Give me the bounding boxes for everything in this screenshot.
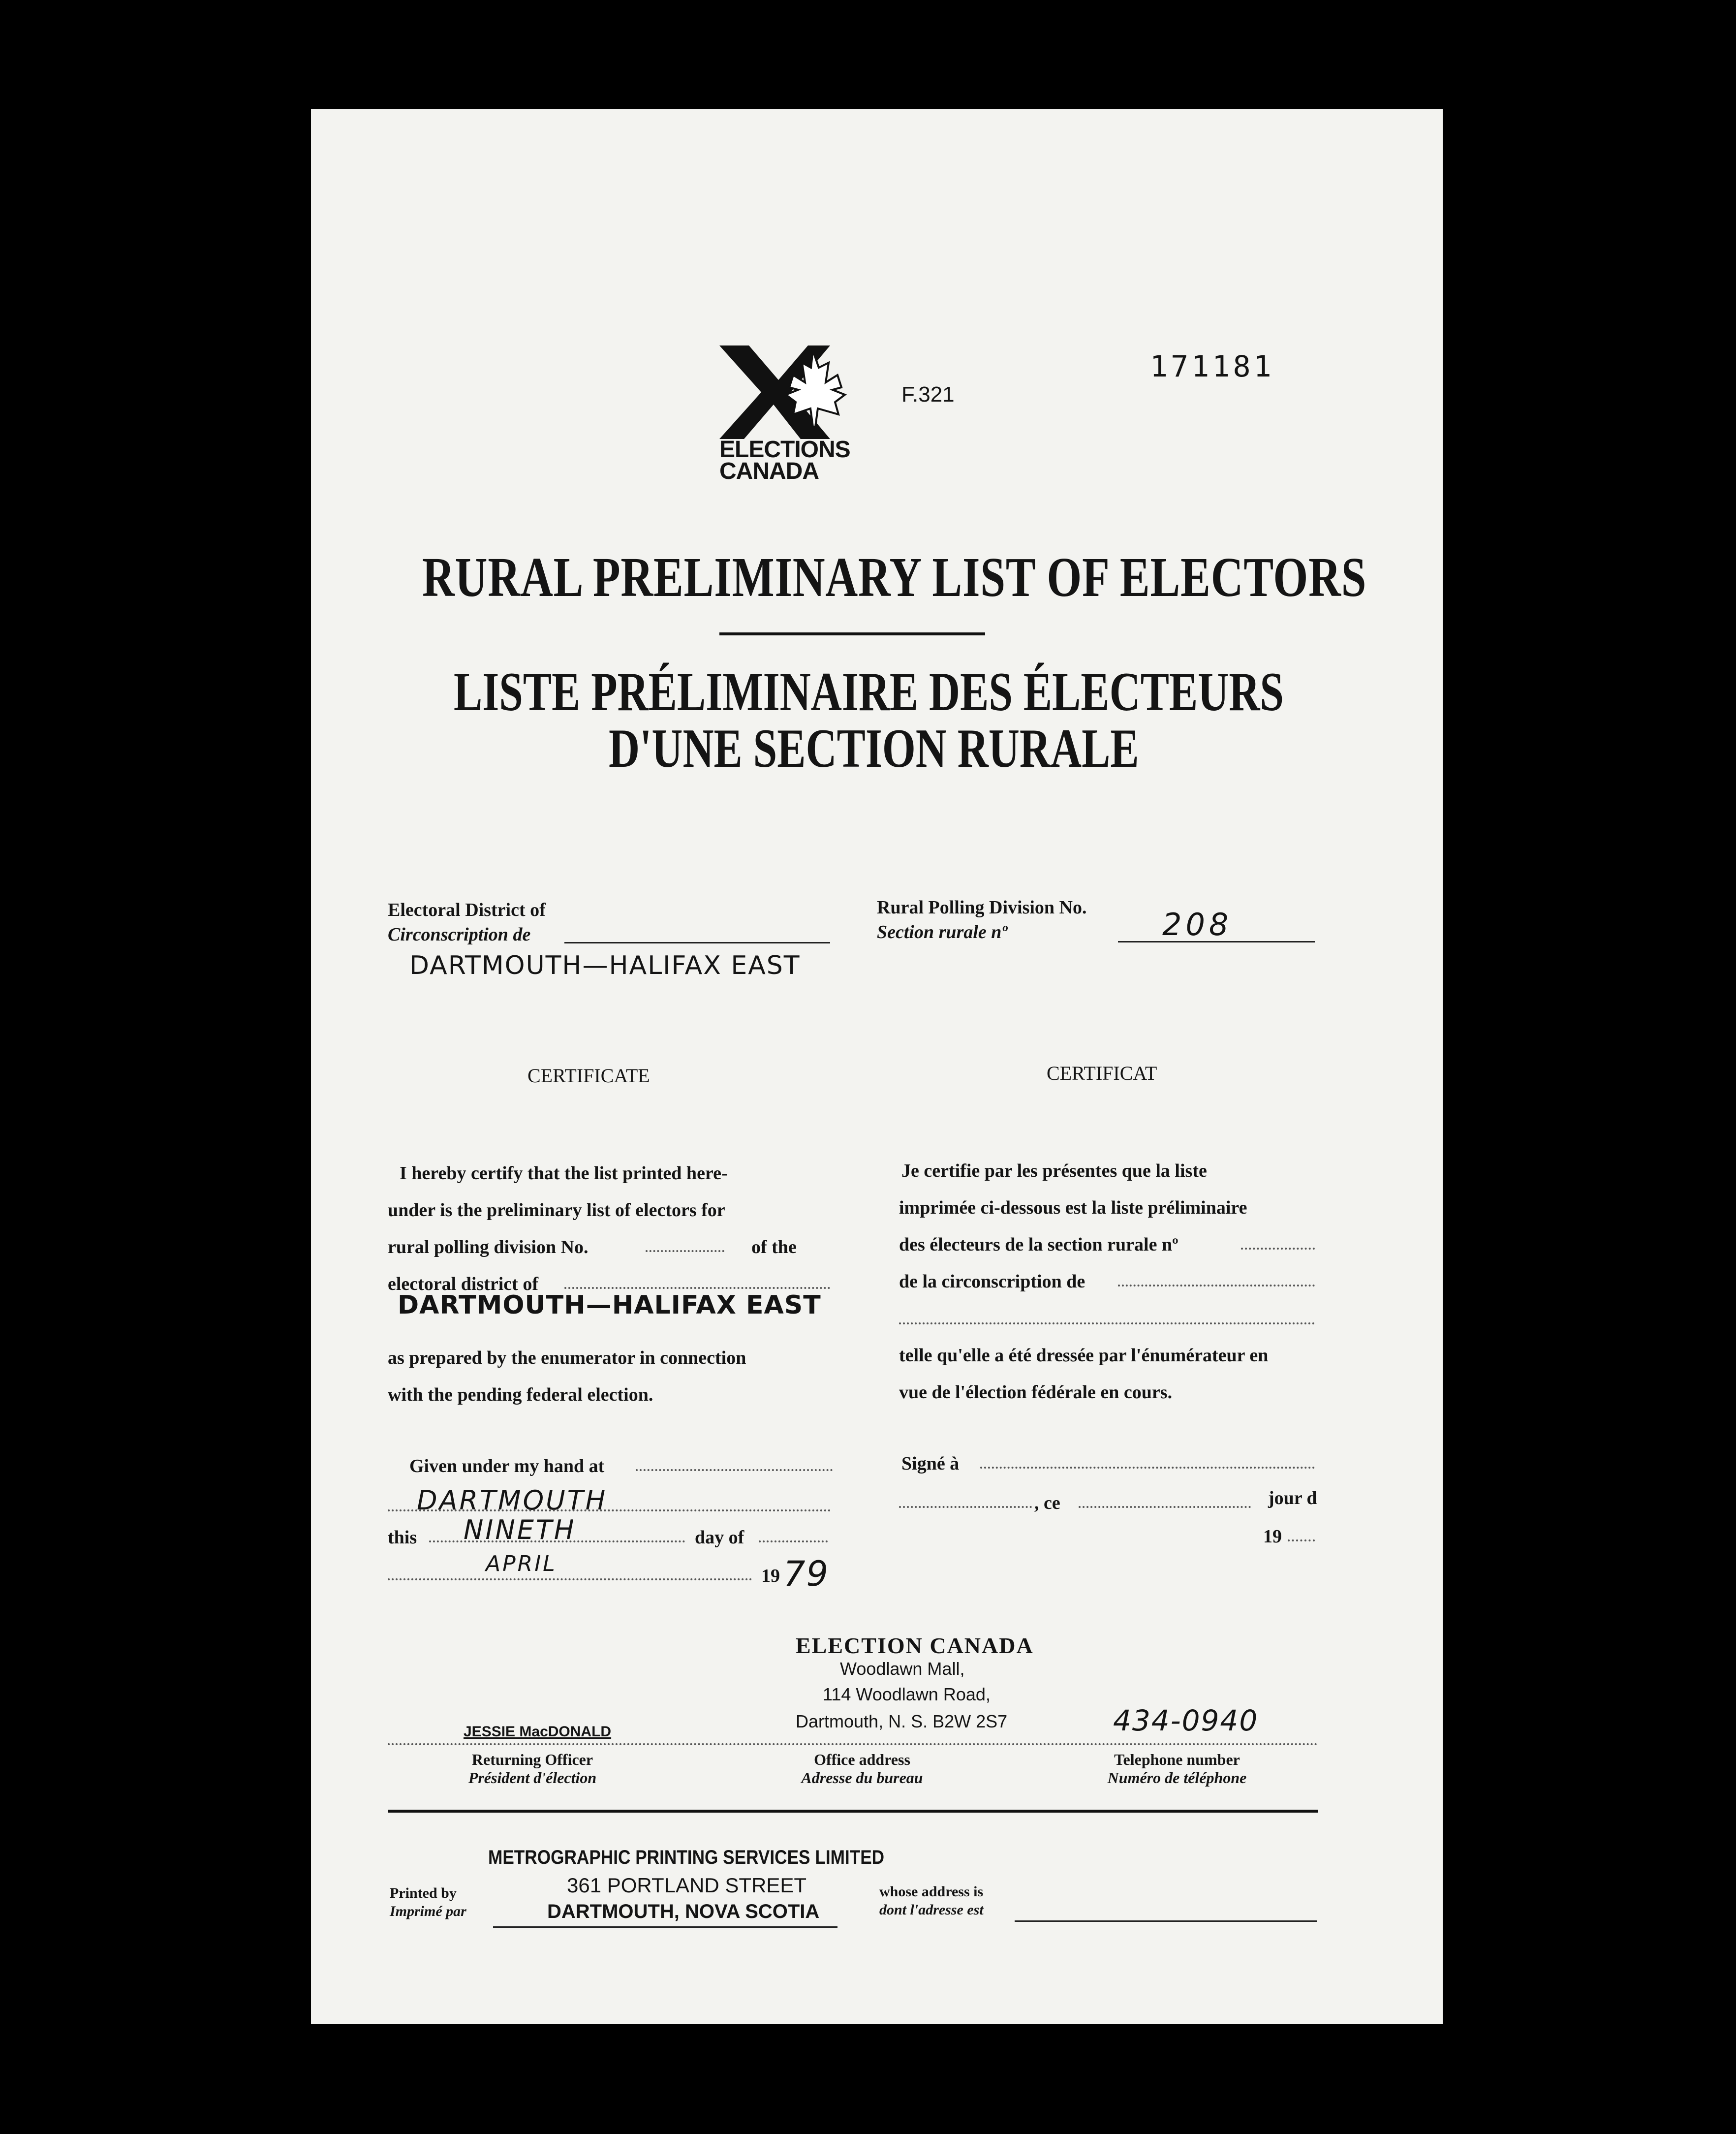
address-label-en: whose address is [879, 1883, 984, 1900]
cert-fr-district-blank-2 [899, 1322, 1315, 1324]
officer-label-fr: Président d'élection [468, 1769, 597, 1787]
this-label: this [388, 1527, 417, 1548]
phone-label-en: Telephone number [1114, 1751, 1240, 1768]
officer-name: JESSIE MacDONALD [464, 1724, 612, 1740]
cert-en-line4: electoral district of [388, 1274, 538, 1294]
cert-fr-line1: Je certifie par les présentes que la liste [901, 1161, 1207, 1181]
cert-fr-line3: des électeurs de la section rurale nº [899, 1234, 1178, 1255]
form-number: F.321 [901, 382, 955, 407]
certificate-heading-fr: CERTIFICAT [1047, 1062, 1157, 1084]
cert-fr-district-blank [1118, 1285, 1315, 1287]
signature-line [388, 1743, 1318, 1745]
title-french-line1: LISTE PRÉLIMINAIRE DES ÉLECTEURS [454, 661, 1284, 722]
ce-blank [1079, 1506, 1251, 1508]
cert-en-division-blank [646, 1250, 724, 1252]
telephone-value: 434-0940 [1113, 1704, 1259, 1737]
year-value: 79 [783, 1554, 830, 1594]
polling-label-en: Rural Polling Division No. [877, 897, 1087, 918]
serial-number: 171181 [1150, 349, 1274, 384]
year-blank-fr [1288, 1539, 1315, 1541]
officer-label-en: Returning Officer [471, 1751, 593, 1768]
cert-fr-division-blank [1241, 1248, 1315, 1250]
logo-text [719, 439, 850, 482]
office-label-fr: Adresse du bureau [801, 1769, 923, 1787]
polling-label-fr: Section rurale nº [877, 922, 1007, 942]
printed-by-label-fr: Imprimé par [390, 1903, 466, 1919]
address-label-fr: dont l'adresse est [879, 1902, 984, 1918]
cert-fr-line2: imprimée ci-dessous est la liste préliminaire [899, 1197, 1247, 1218]
title-divider [719, 632, 985, 635]
district-line [564, 942, 830, 943]
signe-blank [980, 1467, 1315, 1469]
office-name: ELECTION CANADA [796, 1633, 1034, 1658]
printer-address-line [1015, 1920, 1317, 1922]
logo-text-line1: ELECTIONS [719, 437, 850, 463]
year-prefix-fr: 19 [1263, 1526, 1282, 1547]
section-divider [388, 1810, 1318, 1813]
district-value: DARTMOUTH—HALIFAX EAST [409, 951, 801, 980]
office-labels [788, 1751, 936, 1787]
officer-labels [459, 1751, 606, 1787]
phone-labels [1088, 1751, 1266, 1787]
cert-en-district-value: DARTMOUTH—HALIFAX EAST [398, 1290, 821, 1320]
cert-en-line3: rural polling division No. [388, 1237, 589, 1257]
office-address-line3: Dartmouth, N. S. B2W 2S7 [796, 1711, 1008, 1731]
cert-en-of-the: of the [751, 1237, 797, 1257]
district-label-fr: Circonscription de [388, 924, 531, 945]
cert-en-line2: under is the preliminary list of electors for [388, 1200, 725, 1221]
jour-label-fr: jour d [1268, 1488, 1317, 1508]
given-place-blank-2 [388, 1509, 831, 1511]
cert-en-line5: as prepared by the enumerator in connection [388, 1348, 746, 1368]
month-value: APRIL [486, 1551, 557, 1576]
ce-label-fr: , ce [1034, 1493, 1060, 1513]
printer-street: 361 PORTLAND STREET [567, 1874, 807, 1897]
form-page [311, 109, 1443, 2024]
certificate-heading-en: CERTIFICATE [527, 1065, 650, 1087]
given-place-blank-1 [636, 1469, 833, 1471]
printer-name: METROGRAPHIC PRINTING SERVICES LIMITED [488, 1847, 885, 1868]
given-place-value: DARTMOUTH [417, 1485, 608, 1516]
signe-place-blank [899, 1506, 1032, 1508]
district-label-en: Electoral District of [388, 900, 546, 920]
month-blank-2 [388, 1578, 752, 1580]
logo-text-line2: CANADA [719, 458, 819, 484]
printed-by-label-en: Printed by [390, 1885, 457, 1901]
cert-en-line6: with the pending federal election. [388, 1384, 653, 1405]
office-label-en: Office address [814, 1751, 910, 1768]
day-value: NINETH [464, 1514, 576, 1545]
cert-fr-line6: vue de l'élection fédérale en cours. [899, 1382, 1173, 1403]
cert-fr-line4: de la circonscription de [899, 1271, 1085, 1292]
phone-label-fr: Numéro de téléphone [1107, 1769, 1247, 1787]
printer-city: DARTMOUTH, NOVA SCOTIA [547, 1901, 820, 1922]
printer-line [493, 1926, 837, 1928]
title-english: RURAL PRELIMINARY LIST OF ELECTORS [422, 546, 1367, 608]
title-french-line2: D'UNE SECTION RURALE [609, 718, 1139, 779]
office-address-line1: Woodlawn Mall, [840, 1659, 965, 1679]
cert-fr-line5: telle qu'elle a été dressée par l'énumérateur en [899, 1345, 1269, 1366]
day-of-label: day of [695, 1527, 744, 1548]
office-address-line2: 114 Woodlawn Road, [823, 1684, 991, 1704]
cert-en-line1: I hereby certify that the list printed here- [400, 1163, 728, 1184]
polling-value: 208 [1162, 907, 1233, 942]
year-prefix-en: 19 [761, 1566, 780, 1586]
signe-label-fr: Signé à [901, 1453, 960, 1474]
month-blank-1 [759, 1540, 828, 1542]
cert-en-district-blank [564, 1287, 830, 1289]
given-label-en: Given under my hand at [409, 1456, 605, 1476]
